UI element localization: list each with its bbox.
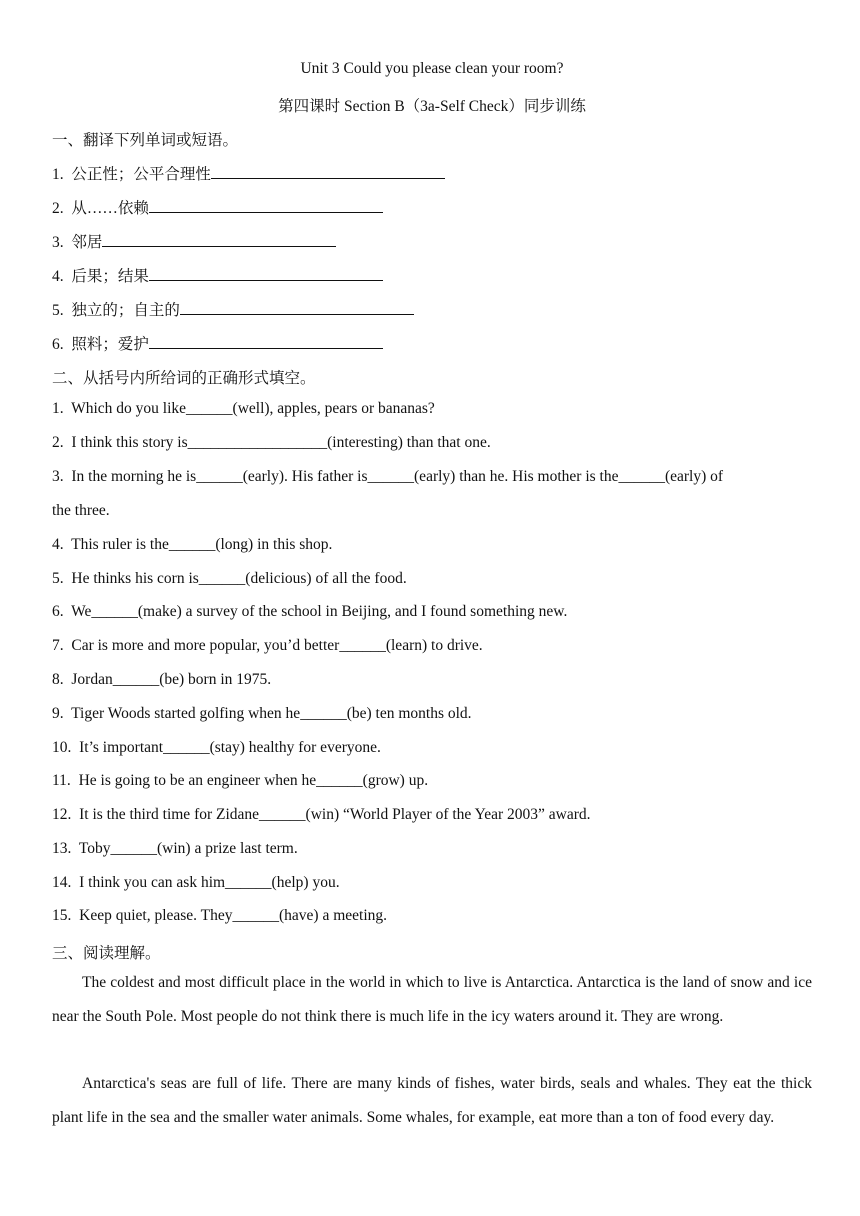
item-text: It is the third time for Zidane______(win) “World Player of the Year 2003” award. bbox=[79, 806, 591, 823]
fill-item bbox=[52, 536, 812, 554]
section-heading-translate: 一、翻译下列单词或短语。 bbox=[52, 132, 239, 149]
item-number: 4. bbox=[52, 536, 64, 553]
item-number: 11. bbox=[52, 772, 71, 789]
item-number: 3. bbox=[52, 234, 64, 251]
item-number: 10. bbox=[52, 739, 72, 756]
item-text: He thinks his corn is______(delicious) of all the food. bbox=[71, 570, 407, 587]
item-number: 6. bbox=[52, 336, 64, 353]
item-text: I think you can ask him______(help) you. bbox=[79, 874, 340, 891]
fill-item bbox=[52, 907, 812, 925]
item-text: the three. bbox=[52, 502, 110, 519]
translate-item bbox=[52, 230, 812, 252]
item-number: 6. bbox=[52, 603, 64, 620]
item-text: 照料；爱护 bbox=[71, 336, 149, 353]
item-text: I think this story is__________________(interesting) than that one. bbox=[71, 434, 491, 451]
item-number: 4. bbox=[52, 268, 64, 285]
fill-item bbox=[52, 739, 812, 757]
item-number: 1. bbox=[52, 400, 64, 417]
answer-blank[interactable] bbox=[102, 232, 336, 247]
reading-paragraph: The coldest and most difficult place in the world in which to live is Antarctica. Antarctica is the land of snow and ice near the South Pole. Most people do not think there is much life in the icy waters around it. They are wrong. bbox=[52, 974, 812, 1025]
item-number: 9. bbox=[52, 705, 64, 722]
fill-item-continuation bbox=[52, 502, 812, 520]
answer-blank[interactable] bbox=[149, 198, 383, 213]
answer-blank[interactable] bbox=[180, 300, 414, 315]
item-number: 14. bbox=[52, 874, 72, 891]
translate-item bbox=[52, 332, 812, 354]
translate-item bbox=[52, 298, 812, 320]
item-text: Keep quiet, please. They______(have) a meeting. bbox=[79, 907, 388, 924]
fill-item bbox=[52, 874, 812, 892]
page-title: Unit 3 Could you please clean your room? bbox=[300, 60, 564, 77]
page-subtitle: 第四课时 Section B（3a-Self Check）同步训练 bbox=[278, 98, 586, 115]
fill-item bbox=[52, 468, 812, 486]
fill-item bbox=[52, 603, 812, 621]
translate-item bbox=[52, 196, 812, 218]
fill-item bbox=[52, 840, 812, 858]
item-text: It’s important______(stay) healthy for everyone. bbox=[79, 739, 381, 756]
item-text: Toby______(win) a prize last term. bbox=[78, 840, 298, 857]
item-text: He is going to be an engineer when he______(grow) up. bbox=[78, 772, 429, 789]
item-text: This ruler is the______(long) in this shop. bbox=[71, 536, 333, 553]
item-text: 公正性；公平合理性 bbox=[71, 166, 211, 183]
item-number: 12. bbox=[52, 806, 72, 823]
fill-item bbox=[52, 434, 812, 452]
item-text: Which do you like______(well), apples, pears or bananas? bbox=[71, 400, 435, 417]
reading-paragraph: Antarctica's seas are full of life. There are many kinds of fishes, water birds, seals and whales. They eat the thick plant life in the sea and the smaller water animals. Some whales, for example, eat more than a ton of food every day. bbox=[52, 1075, 812, 1126]
translate-item bbox=[52, 162, 812, 184]
section-heading-reading: 三、阅读理解。 bbox=[52, 945, 161, 962]
item-text: We______(make) a survey of the school in Beijing, and I found something new. bbox=[71, 603, 568, 620]
fill-item bbox=[52, 671, 812, 689]
item-text: 从……依赖 bbox=[71, 200, 149, 217]
item-number: 2. bbox=[52, 434, 64, 451]
answer-blank[interactable] bbox=[149, 266, 383, 281]
fill-item bbox=[52, 806, 812, 824]
item-number: 8. bbox=[52, 671, 64, 688]
fill-item bbox=[52, 705, 812, 723]
item-text: 邻居 bbox=[71, 234, 103, 251]
item-number: 5. bbox=[52, 302, 64, 319]
fill-item bbox=[52, 637, 812, 655]
item-text: 后果；结果 bbox=[71, 268, 149, 285]
translate-item bbox=[52, 264, 812, 286]
answer-blank[interactable] bbox=[211, 164, 445, 179]
item-number: 7. bbox=[52, 637, 64, 654]
item-number: 1. bbox=[52, 166, 64, 183]
item-number: 5. bbox=[52, 570, 64, 587]
fill-item bbox=[52, 570, 812, 588]
item-number: 3. bbox=[52, 468, 64, 485]
answer-blank[interactable] bbox=[149, 334, 383, 349]
item-number: 15. bbox=[52, 907, 72, 924]
item-number: 13. bbox=[52, 840, 72, 857]
item-text: Jordan______(be) born in 1975. bbox=[71, 671, 272, 688]
item-number: 2. bbox=[52, 200, 64, 217]
fill-item bbox=[52, 772, 812, 790]
item-text: Tiger Woods started golfing when he______(be) ten months old. bbox=[71, 705, 472, 722]
item-text: In the morning he is______(early). His father is______(early) than he. His mother is the______(early) of bbox=[71, 468, 724, 485]
item-text: Car is more and more popular, you’d better______(learn) to drive. bbox=[71, 637, 483, 654]
section-heading-fill: 二、从括号内所给词的正确形式填空。 bbox=[52, 370, 316, 387]
item-text: 独立的；自主的 bbox=[71, 302, 180, 319]
fill-item bbox=[52, 400, 812, 418]
